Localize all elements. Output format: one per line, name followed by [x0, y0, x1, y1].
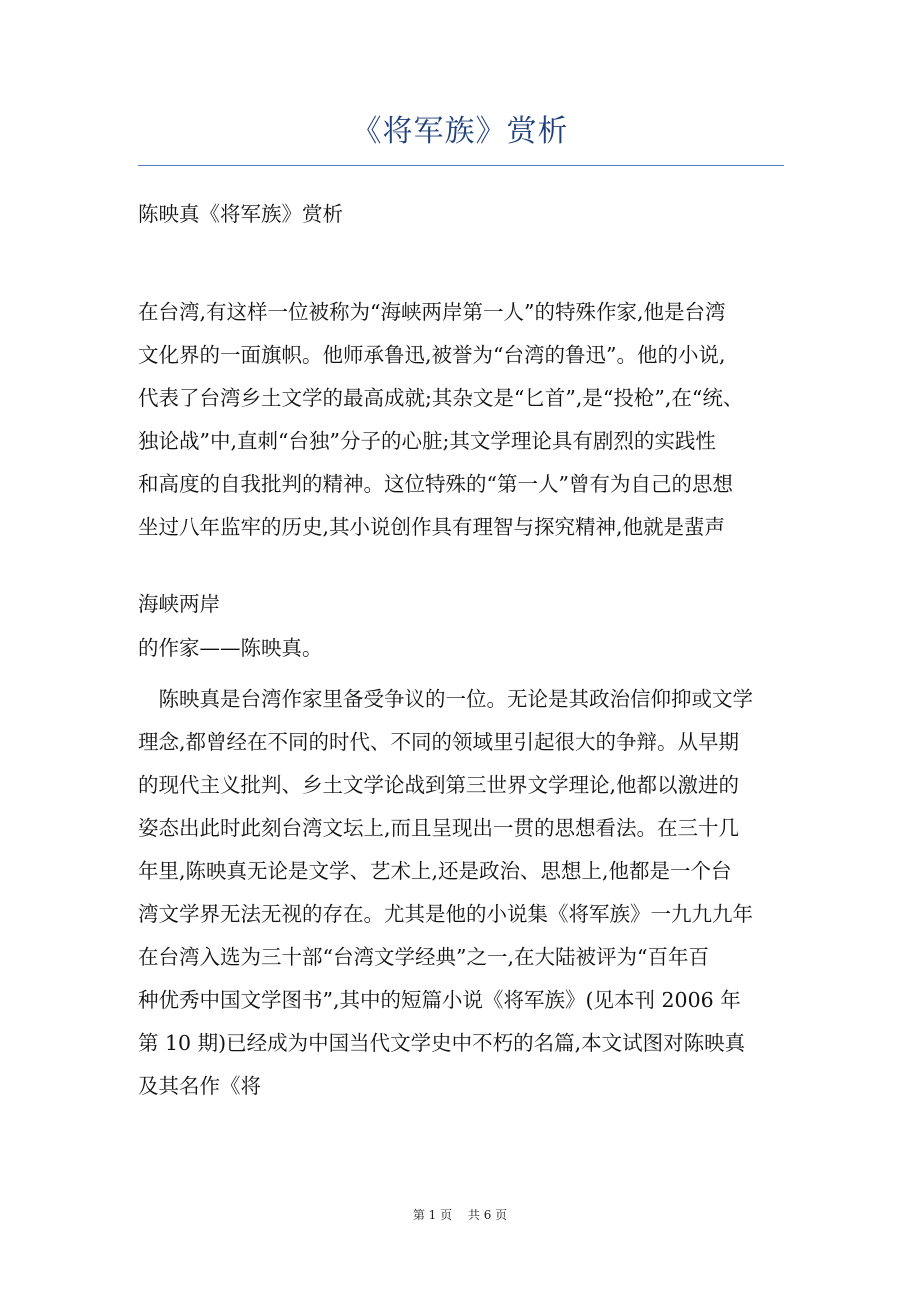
- body-line: 种优秀中国文学图书”,其中的短篇小说《将军族》(见本刊 2006 年: [138, 988, 741, 1012]
- body-line: 代表了台湾乡土文学的最高成就;其杂文是“匕首”,是“投枪”,在“统、: [138, 386, 744, 410]
- body-line: 湾文学界无法无视的存在。尤其是他的小说集《将军族》一九九九年: [138, 902, 753, 926]
- body-line: 理念,都曾经在不同的时代、不同的领域里引起很大的争辩。从早期: [138, 730, 740, 754]
- body-line: 第 10 期)已经成为中国当代文学史中不朽的名篇,本文试图对陈映真: [138, 1031, 746, 1055]
- body-line: 海峡两岸: [138, 592, 220, 616]
- body-line: 的作家——陈映真。: [138, 636, 323, 660]
- body-line: 的现代主义批判、乡土文学论战到第三世界文学理论,他都以激进的: [138, 773, 740, 797]
- title-divider: [138, 165, 784, 166]
- body-line: 和高度的自我批判的精神。这位特殊的“第一人”曾有为自己的思想: [138, 472, 733, 496]
- body-line: 坐过八年监牢的历史,其小说创作具有理智与探究精神,他就是蜚声: [138, 515, 726, 539]
- body-line: 陈映真是台湾作家里备受争议的一位。无论是其政治信仰抑或文学: [138, 687, 753, 711]
- body-line: 及其名作《将: [138, 1074, 261, 1098]
- document-title: 《将军族》赏析: [351, 114, 569, 149]
- body-line: 在台湾入选为三十部“台湾文学经典”之一,在大陆被评为“百年百: [138, 945, 709, 969]
- body-line: 姿态出此时此刻台湾文坛上,而且呈现出一贯的思想看法。在三十几: [138, 816, 740, 840]
- body-line: 年里,陈映真无论是文学、艺术上,还是政治、思想上,他都是一个台: [138, 859, 732, 883]
- page-total: 共 6 页: [467, 1208, 508, 1222]
- page-footer: [0, 1206, 920, 1223]
- page-number: 第 1 页: [412, 1208, 453, 1222]
- body-line: 文化界的一面旗帜。他师承鲁迅,被誉为“台湾的鲁迅”。他的小说,: [138, 343, 726, 367]
- body-line: 独论战”中,直刺“台独”分子的心脏;其文学理论具有剧烈的实践性: [138, 429, 716, 453]
- subtitle: 陈映真《将军族》赏析: [138, 202, 343, 226]
- body-line: 在台湾,有这样一位被称为“海峡两岸第一人”的特殊作家,他是台湾: [138, 300, 726, 324]
